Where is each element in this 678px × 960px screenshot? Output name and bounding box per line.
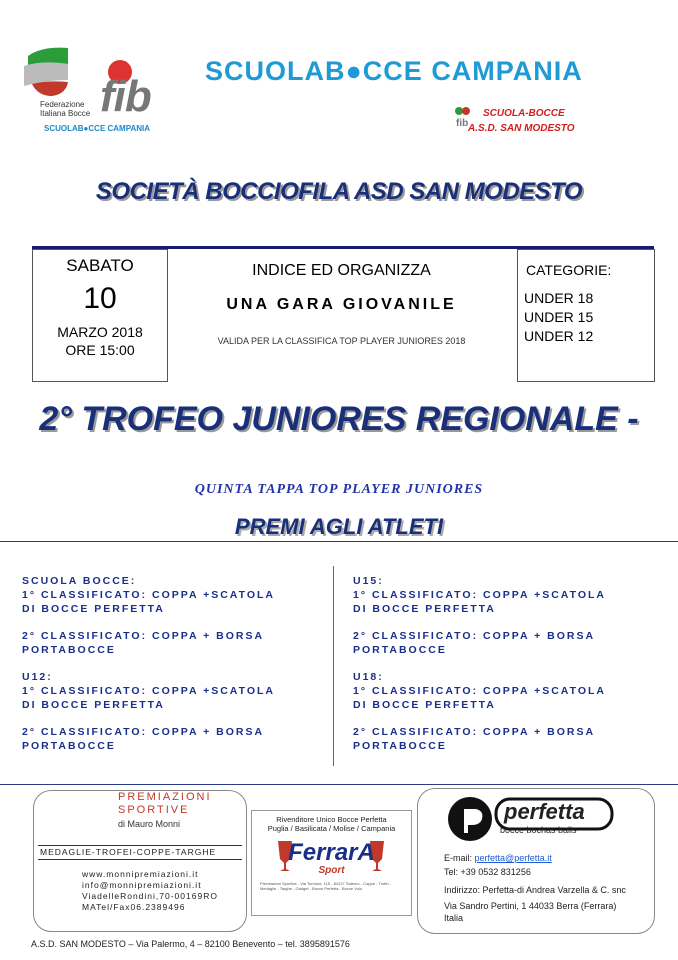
prize-line: 2° CLASSIFICATO: COPPA + BORSA (22, 630, 265, 642)
event-type-line: UNA GARA GIOVANILE (226, 296, 457, 313)
event-time: ORE 15:00 (65, 342, 135, 358)
trophy-title: 2° TROFEO JUNIORES REGIONALE - (39, 400, 639, 438)
perfetta-address-line: Italia (444, 913, 464, 923)
prize-line: PORTABOCCE (22, 644, 116, 656)
society-name-heading: SOCIETÀ BOCCIOFILA ASD SAN MODESTO (95, 178, 583, 205)
sponsor-perfetta (417, 788, 655, 934)
ferrara-brand: FerrarA (288, 839, 375, 866)
ferrara-brand-sub: Sport (318, 865, 345, 876)
prize-heading: SCUOLA BOCCE: (22, 575, 137, 587)
sponsor-ferrara (251, 810, 412, 916)
prize-line: DI BOCCE PERFETTA (353, 603, 496, 615)
prize-line: 1° CLASSIFICATO: COPPA +SCATOLA (22, 589, 275, 601)
prize-line: PORTABOCCE (353, 740, 447, 752)
validity-line: VALIDA PER LA CLASSIFICA TOP PLAYER JUNIORES 2018 (217, 336, 466, 346)
scuolabocce-title: SCUOLAB●CCE CAMPANIA (205, 56, 583, 86)
scuola-bocce-logo-text: SCUOLA-BOCCE (483, 108, 565, 119)
prize-line: 2° CLASSIFICATO: COPPA + BORSA (22, 726, 265, 738)
ferrara-header (252, 815, 411, 833)
divider (38, 845, 242, 846)
prize-line: 1° CLASSIFICATO: COPPA +SCATOLA (22, 685, 275, 697)
prizes-heading: PREMI AGLI ATLETI (234, 514, 444, 539)
categories-box (517, 249, 655, 382)
category-item: UNDER 15 (524, 309, 594, 325)
perfetta-phone: Tel: +39 0532 831256 (444, 867, 531, 877)
monni-title-line1: PREMIAZIONI (118, 791, 212, 803)
monni-address: ViadelleRondini,70-00169RO (82, 891, 218, 901)
ferrara-header-line1: Rivenditore Unico Bocce Perfetta (276, 815, 387, 824)
monni-title-line2: SPORTIVE (118, 804, 190, 816)
monni-email: info@monnipremiazioni.it (82, 880, 202, 890)
fib-federation-name: Federazione Italiana Bocce (40, 100, 91, 118)
ferrara-fine-print: Premiazioni Sportive - Via Torrione, 115 - 84127 Salerno - Coppe - Trofei - Medaglie - Targhe - Gadget - Bocce Perfetta - Bocce Volo (260, 881, 391, 891)
perfetta-address-line: Indirizzo: Perfetta-di Andrea Varzella & C. snc (444, 885, 626, 895)
svg-text:fib: fib (456, 118, 469, 128)
prize-line: 1° CLASSIFICATO: COPPA +SCATOLA (353, 589, 606, 601)
san-modesto-logo-text: A.S.D. SAN MODESTO (468, 123, 575, 134)
prize-line: PORTABOCCE (22, 740, 116, 752)
category-item: UNDER 12 (524, 328, 594, 344)
email-label: E-mail: (444, 853, 473, 863)
prize-heading: U18: (353, 671, 384, 683)
prize-line: PORTABOCCE (353, 644, 447, 656)
monni-contacts (82, 869, 218, 913)
prize-line: DI BOCCE PERFETTA (353, 699, 496, 711)
prize-heading: U15: (353, 575, 384, 587)
prizes-divider (333, 566, 334, 766)
prize-line: 1° CLASSIFICATO: COPPA +SCATOLA (353, 685, 606, 697)
event-month: MARZO 2018 (57, 324, 143, 340)
prize-line: 2° CLASSIFICATO: COPPA + BORSA (353, 726, 596, 738)
perfetta-email-row (444, 853, 552, 863)
monni-phone: MATel/Fax06.2389496 (82, 902, 186, 912)
perfetta-brand: perfetta (504, 799, 585, 824)
sponsor-monni (33, 790, 247, 932)
event-day: SABATO (66, 256, 134, 275)
perfetta-email-link[interactable]: perfetta@perfetta.it (474, 853, 552, 863)
monni-web: www.monnipremiazioni.it (82, 869, 199, 879)
fib-logo-text: fib (100, 72, 151, 121)
prize-line: DI BOCCE PERFETTA (22, 603, 165, 615)
footer-address: A.S.D. SAN MODESTO – Via Palermo, 4 – 82100 Benevento – tel. 3895891576 (31, 939, 350, 949)
divider (38, 859, 242, 860)
event-date-number: 10 (83, 282, 117, 315)
monni-title (118, 791, 212, 817)
perfetta-tagline: bocce bochas balls (500, 825, 577, 835)
prize-heading: U12: (22, 671, 53, 683)
organizer-line: INDICE ED ORGANIZZA (252, 262, 431, 279)
stage-subtitle: QUINTA TAPPA TOP PLAYER JUNIORES (194, 482, 484, 497)
date-box (32, 249, 168, 382)
prize-line: 2° CLASSIFICATO: COPPA + BORSA (353, 630, 596, 642)
small-scuolabocce-logo: SCUOLAB●CCE CAMPANIA (44, 124, 151, 133)
prize-line: DI BOCCE PERFETTA (22, 699, 165, 711)
categories-title: CATEGORIE: (526, 262, 612, 278)
monni-products: MEDAGLIE-TROFEI-COPPE-TARGHE (40, 847, 217, 857)
perfetta-address-line: Via Sandro Pertini, 1 44033 Berra (Ferrara) (444, 901, 617, 911)
category-item: UNDER 18 (524, 290, 594, 306)
monni-owner: di Mauro Monni (118, 819, 181, 829)
ferrara-header-line2: Puglia / Basilicata / Molise / Campania (267, 824, 396, 833)
